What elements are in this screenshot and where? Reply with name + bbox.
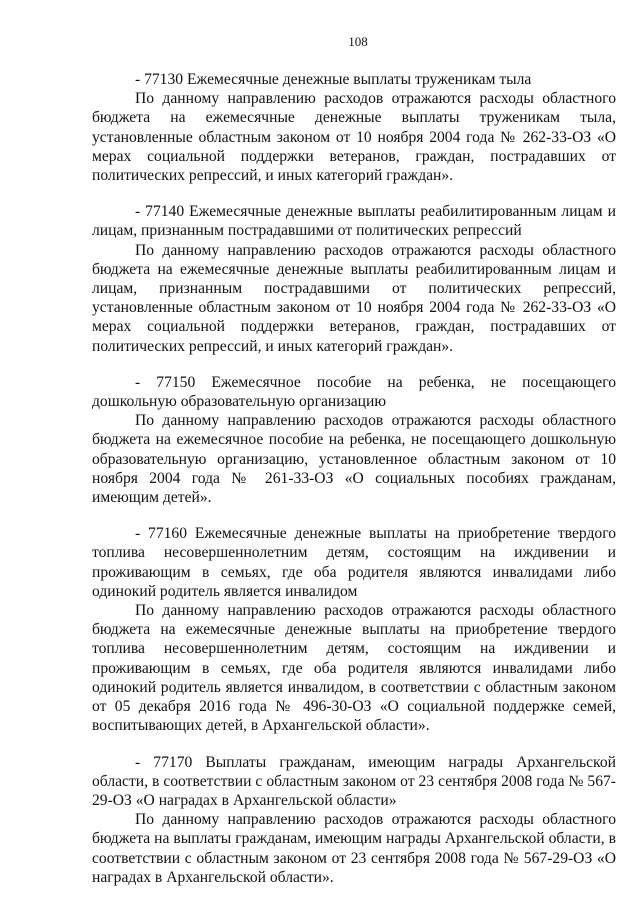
section-heading: - 77150 Ежемесячное пособие на ребенка, не посещающего дошкольную образовательную организацию xyxy=(92,373,616,411)
section-77160 xyxy=(92,524,616,735)
section-body: По данному направлению расходов отражаются расходы областного бюджета на ежемесячные денежные выплаты на приобретение твердого топлива несовершеннолетним детям, состоящим на иждивении и проживающим в семьях, где оба родителя являются инвалидами либо одинокий родитель является инвалидом, в соответствии с областным законом от 05 декабря 2016 года № 496-30-ОЗ «О социальной поддержке семей, воспитывающих детей, в Архангельской области». xyxy=(92,602,616,735)
section-heading: - 77130 Ежемесячные денежные выплаты труженикам тыла xyxy=(135,71,532,88)
section-body: По данному направлению расходов отражаются расходы областного бюджета на выплаты гражданам, имеющим награды Архангельской области, в соответствии с областным законом от 23 сентября 2008 года № 567-29-ОЗ «О наградах в Архангельской области». xyxy=(92,811,616,886)
section-77140 xyxy=(92,202,616,356)
section-body: По данному направлению расходов отражаются расходы областного бюджета на ежемесячные денежные выплаты реабилитированным лицам и лицам, признанным пострадавшими от политических репрессий, установленные областным законом от 10 ноября 2004 года № 262-33-ОЗ «О мерах социальной поддержки ветеранов, граждан, пострадавших от политических репрессий, и иных категорий граждан». xyxy=(92,241,616,355)
section-heading: - 77170 Выплаты гражданам, имеющим награды Архангельской области, в соответствии с областным законом от 23 сентября 2008 года № 567-29-ОЗ «О наградах в Архангельской области» xyxy=(92,753,616,809)
section-heading: - 77160 Ежемесячные денежные выплаты на приобретение твердого топлива несовершеннолетним детям, состоящим на иждивении и проживающим в семьях, где оба родителя являются инвалидами либо одинокий родитель является инвалидом xyxy=(92,525,616,600)
section-77130 xyxy=(92,70,616,185)
section-body: По данному направлению расходов отражаются расходы областного бюджета на ежемесячные денежные выплаты труженикам тыла, установленные областным законом от 10 ноября 2004 года № 262-33-ОЗ «О мерах социальной поддержки ветеранов, граждан, пострадавших от политических репрессий, и иных категорий граждан». xyxy=(92,90,616,185)
section-body: По данному направлению расходов отражаются расходы областного бюджета на ежемесячное пособие на ребенка, не посещающего дошкольную образовательную организацию, установленное областным законом от 10 ноября 2004 года № 261-33-ОЗ «О социальных пособиях гражданам, имеющим детей». xyxy=(92,412,616,507)
section-77150 xyxy=(92,373,616,507)
section-heading: - 77140 Ежемесячные денежные выплаты реабилитированным лицам и лицам, признанным пострадавшими от политических репрессий xyxy=(92,203,616,240)
document-page xyxy=(92,34,616,887)
section-77170 xyxy=(92,753,616,887)
page-number: 108 xyxy=(348,34,368,49)
